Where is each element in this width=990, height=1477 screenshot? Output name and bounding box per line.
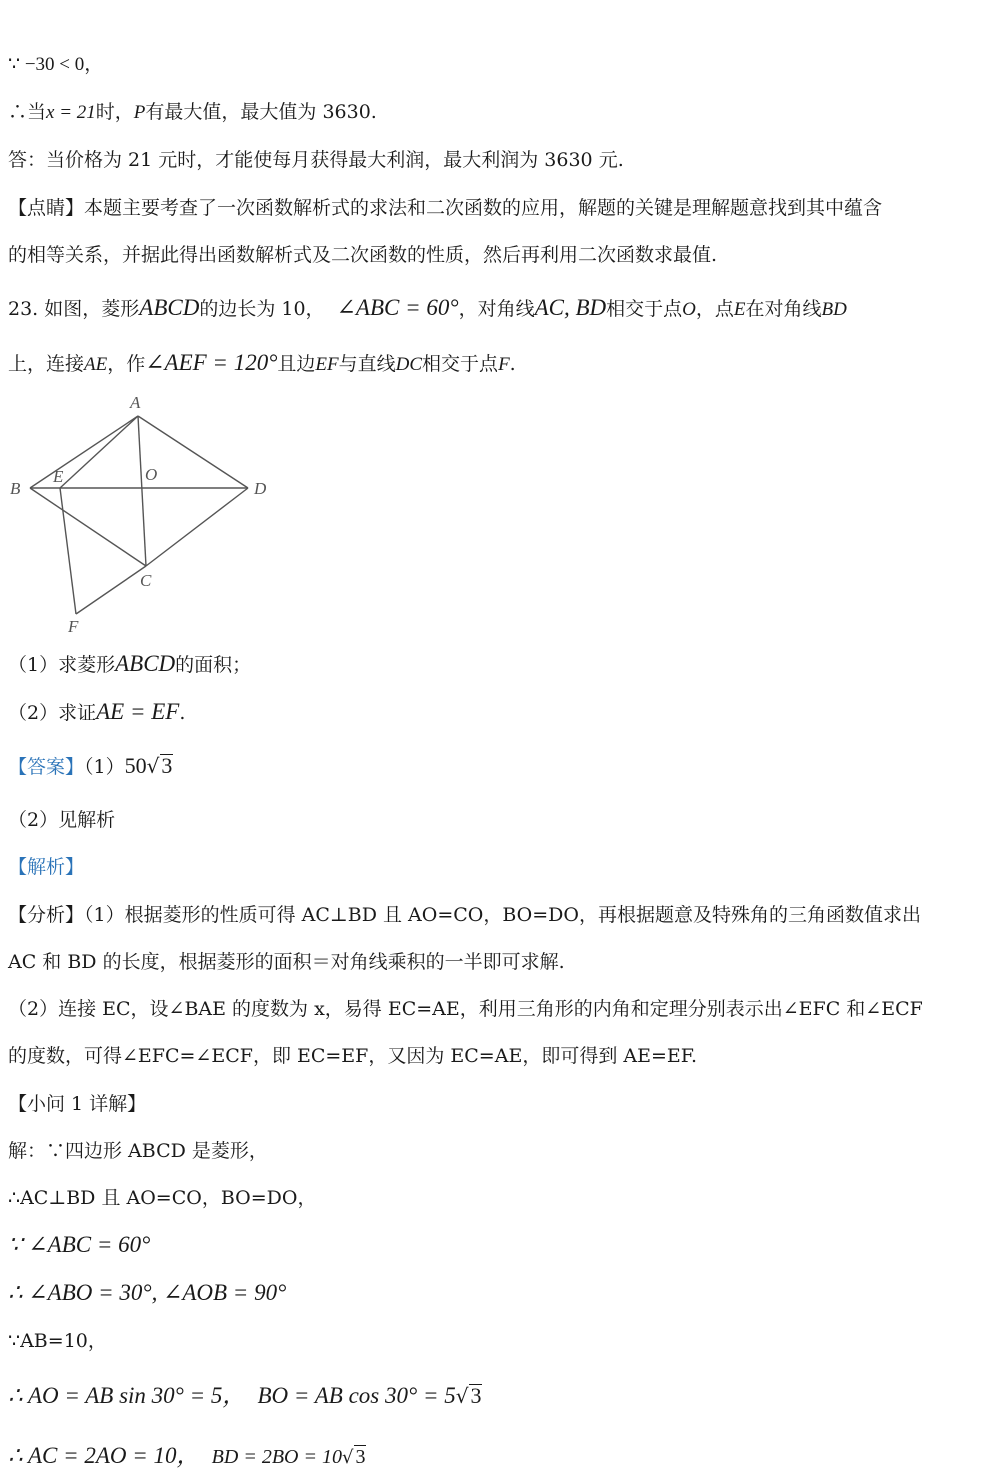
solution-line-3: ∵ ∠ABC = 60° — [8, 1232, 151, 1257]
segment-AB — [30, 416, 138, 488]
analysis-tag-line — [8, 855, 84, 879]
rhombus-figure — [8, 388, 278, 638]
question-1: （1）求菱形ABCD的面积； — [8, 651, 252, 676]
segment-BC — [30, 488, 146, 566]
solution-line-4: ∴ ∠ABO = 30°, ∠AOB = 90° — [8, 1280, 287, 1305]
label-C: C — [140, 571, 152, 590]
analysis-tag: 【解析】 — [8, 856, 85, 878]
line-comment-2: 的相等关系，并据此得出函数解析式及二次函数的性质，然后再利用二次函数求最值. — [8, 244, 718, 266]
line-answer-price: 答：当价格为 21 元时，才能使每月获得最大利润，最大利润为 3630 元. — [8, 149, 624, 171]
problem-23-line-1: 23. 如图，菱形ABCD的边长为 10， ∠ABC = 60°，对角线AC, BD相交于点O，点E在对角线BD — [8, 295, 847, 320]
label-D: D — [254, 479, 267, 498]
line-since-negative: ∵ −30 < 0， — [8, 54, 104, 75]
line-comment-1: 【点睛】本题主要考查了一次函数解析式的求法和二次函数的应用，解题的关键是理解题意找到其中蕴含 — [8, 197, 883, 219]
segment-DC — [146, 488, 248, 566]
subquestion-1-heading: 【小问 1 详解】 — [8, 1093, 147, 1115]
answer-tag: 【答案】 — [8, 756, 85, 778]
label-F: F — [68, 617, 79, 636]
solution-line-6: ∴ AO = AB sin 30° = 5， BO = AB cos 30° = 5√3 — [8, 1383, 482, 1408]
answer-line: 【答案】（1）50√3 — [8, 753, 173, 778]
segment-EF — [60, 488, 76, 614]
label-B: B — [10, 479, 21, 498]
segment-CF — [76, 566, 146, 614]
problem-23-line-2: 上，连接AE，作∠AEF = 120°且边EF与直线DC相交于点F. — [8, 350, 516, 375]
solution-line-5: ∵AB=10， — [8, 1330, 107, 1352]
question-2: （2）求证AE = EF. — [8, 699, 186, 724]
analysis-line-2: AC 和 BD 的长度，根据菱形的面积＝对角线乘积的一半即可求解. — [8, 951, 565, 973]
analysis-line-3: （2）连接 EC，设∠BAE 的度数为 x，易得 EC=AE，利用三角形的内角和定理分别表示出∠EFC 和∠ECF — [8, 998, 923, 1020]
label-A: A — [130, 393, 141, 412]
label-O: O — [145, 465, 158, 484]
analysis-line-4: 的度数，可得∠EFC=∠ECF，即 EC=EF，又因为 EC=AE，即可得到 AE=EF. — [8, 1045, 698, 1067]
solution-line-2: ∴AC⊥BD 且 AO=CO，BO=DO， — [8, 1187, 317, 1209]
segment-AC — [138, 416, 146, 566]
label-E: E — [53, 467, 64, 486]
analysis-line-1: 【分析】（1）根据菱形的性质可得 AC⊥BD 且 AO=CO，BO=DO，再根据题意及特殊角的三角函数值求出 — [8, 904, 921, 926]
solution-line-7: ∴ AC = 2AO = 10， BD = 2BO = 10√ 3 — [8, 1443, 366, 1468]
answer-part-2: （2）见解析 — [8, 809, 116, 831]
solution-line-1: 解：∵四边形 ABCD 是菱形， — [8, 1140, 268, 1162]
line-max-value: ∴当x = 21时，P有最大值，最大值为 3630. — [8, 101, 377, 123]
segment-AE — [60, 416, 138, 488]
